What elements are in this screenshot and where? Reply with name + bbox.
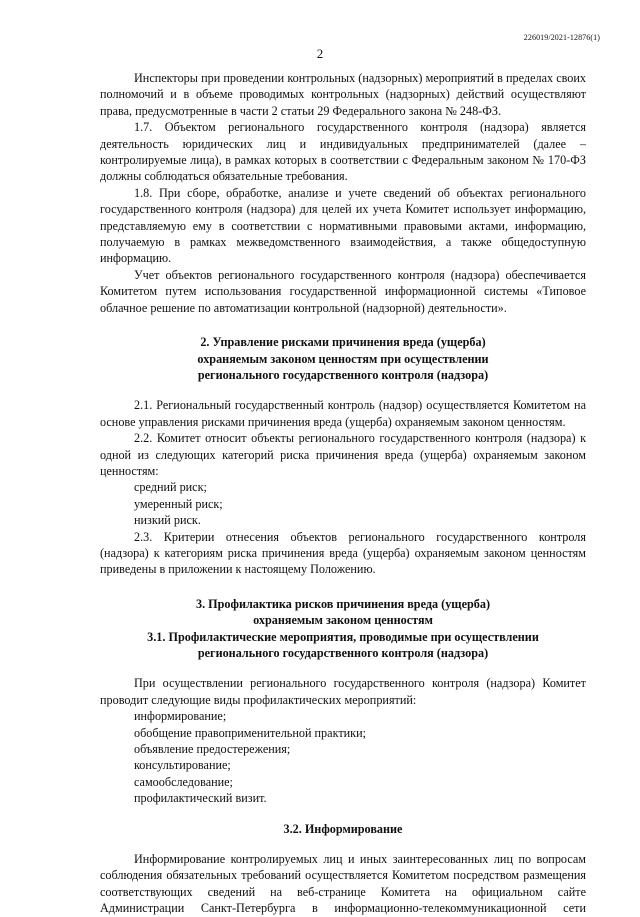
measure-item: профилактический визит. <box>134 791 267 806</box>
section-3-title-line-2: охраняемым законом ценностям <box>253 613 433 628</box>
document-body <box>100 70 586 917</box>
page-number: 2 <box>316 46 324 61</box>
measure-item: обобщение правоприменительной практики; <box>134 725 367 740</box>
section-2-title-line-3: регионального государственного контроля (надзора) <box>197 367 489 382</box>
paragraph-3-1: При осуществлении регионального государственного контроля (надзора) Комитет проводит следующие виды профилактических мероприятий: <box>100 676 586 707</box>
measure-item: информирование; <box>134 709 227 724</box>
document-id: 226019/2021-12876(1) <box>523 33 600 42</box>
subsection-3-1-title-line-1: 3.1. Профилактические мероприятия, проводимые при осуществлении <box>147 629 539 644</box>
section-3-title-line-1: 3. Профилактика рисков причинения вреда (ущерба) <box>195 596 491 611</box>
paragraph-accounting-objects: Учет объектов регионального государственного контроля (надзора) обеспечивается Комитетом путем использования государственной информационной системы «Типовое облачное решение по автоматизации контрольной (надзорной) деятельности». <box>100 267 586 315</box>
paragraph-3-2: Информирование контролируемых лиц и иных заинтересованных лиц по вопросам соблюдения обязательных требований осуществляется Комитетом посредством размещения соответствующих сведений на веб-странице Комитета на официальном сайте Администрации Санкт-Петербурга в информационно-телекоммуникационной сети <box>100 852 586 916</box>
paragraph-inspectors-rights: Инспекторы при проведении контрольных (надзорных) мероприятий в пределах своих полномочий и в объеме проводимых контрольных (надзорных) действий осуществляют права, предусмотренные в части 2 статьи 29 Федерального закона № 248-ФЗ. <box>100 71 586 118</box>
paragraph-1-7: 1.7. Объектом регионального государственного контроля (надзора) является деятельность юридических лиц и индивидуальных предпринимателей (далее – контролируемые лица), в рамках которых в соответствии с Федеральным законом № 170-ФЗ должны соблюдаться обязательные требования. <box>100 120 586 184</box>
measure-item: объявление предостережения; <box>134 742 291 757</box>
paragraph-2-2: 2.2. Комитет относит объекты регионального государственного контроля (надзора) к одной из следующих категорий риска причинения вреда (ущерба) охраняемым законом ценностям: <box>100 431 586 478</box>
risk-level-item: умеренный риск; <box>134 496 223 511</box>
paragraph-1-8: 1.8. При сборе, обработке, анализе и учете сведений об объектах регионального государственного контроля (надзора) для целей их учета Комитет использует информацию, представляемую ему в соответствии с нормативными правовыми актами, информацию, получаемую в рамках межведомственного взаимодействия, а также общедоступную информацию. <box>100 185 586 266</box>
subsection-3-2-title: 3.2. Информирование <box>283 821 403 836</box>
subsection-3-1-title-line-2: регионального государственного контроля (надзора) <box>197 646 489 660</box>
section-2-title-line-2: охраняемым законом ценностям при осуществлении <box>197 351 489 366</box>
risk-level-item: средний риск; <box>134 480 207 495</box>
section-2-title-line-1: 2. Управление рисками причинения вреда (ущерба) <box>200 335 486 350</box>
measure-item: консультирование; <box>134 758 231 773</box>
risk-level-item: низкий риск. <box>134 513 201 528</box>
measure-item: самообследование; <box>134 774 233 789</box>
paragraph-2-1: 2.1. Региональный государственный контроль (надзор) осуществляется Комитетом на основе управления рисками причинения вреда (ущерба) охраняемым законом ценностям. <box>100 398 586 429</box>
paragraph-2-3: 2.3. Критерии отнесения объектов регионального государственного контроля (надзора) к категориям риска причинения вреда (ущерба) охраняемым законом ценностям приведены в приложении к настоящему Положению. <box>100 529 586 577</box>
